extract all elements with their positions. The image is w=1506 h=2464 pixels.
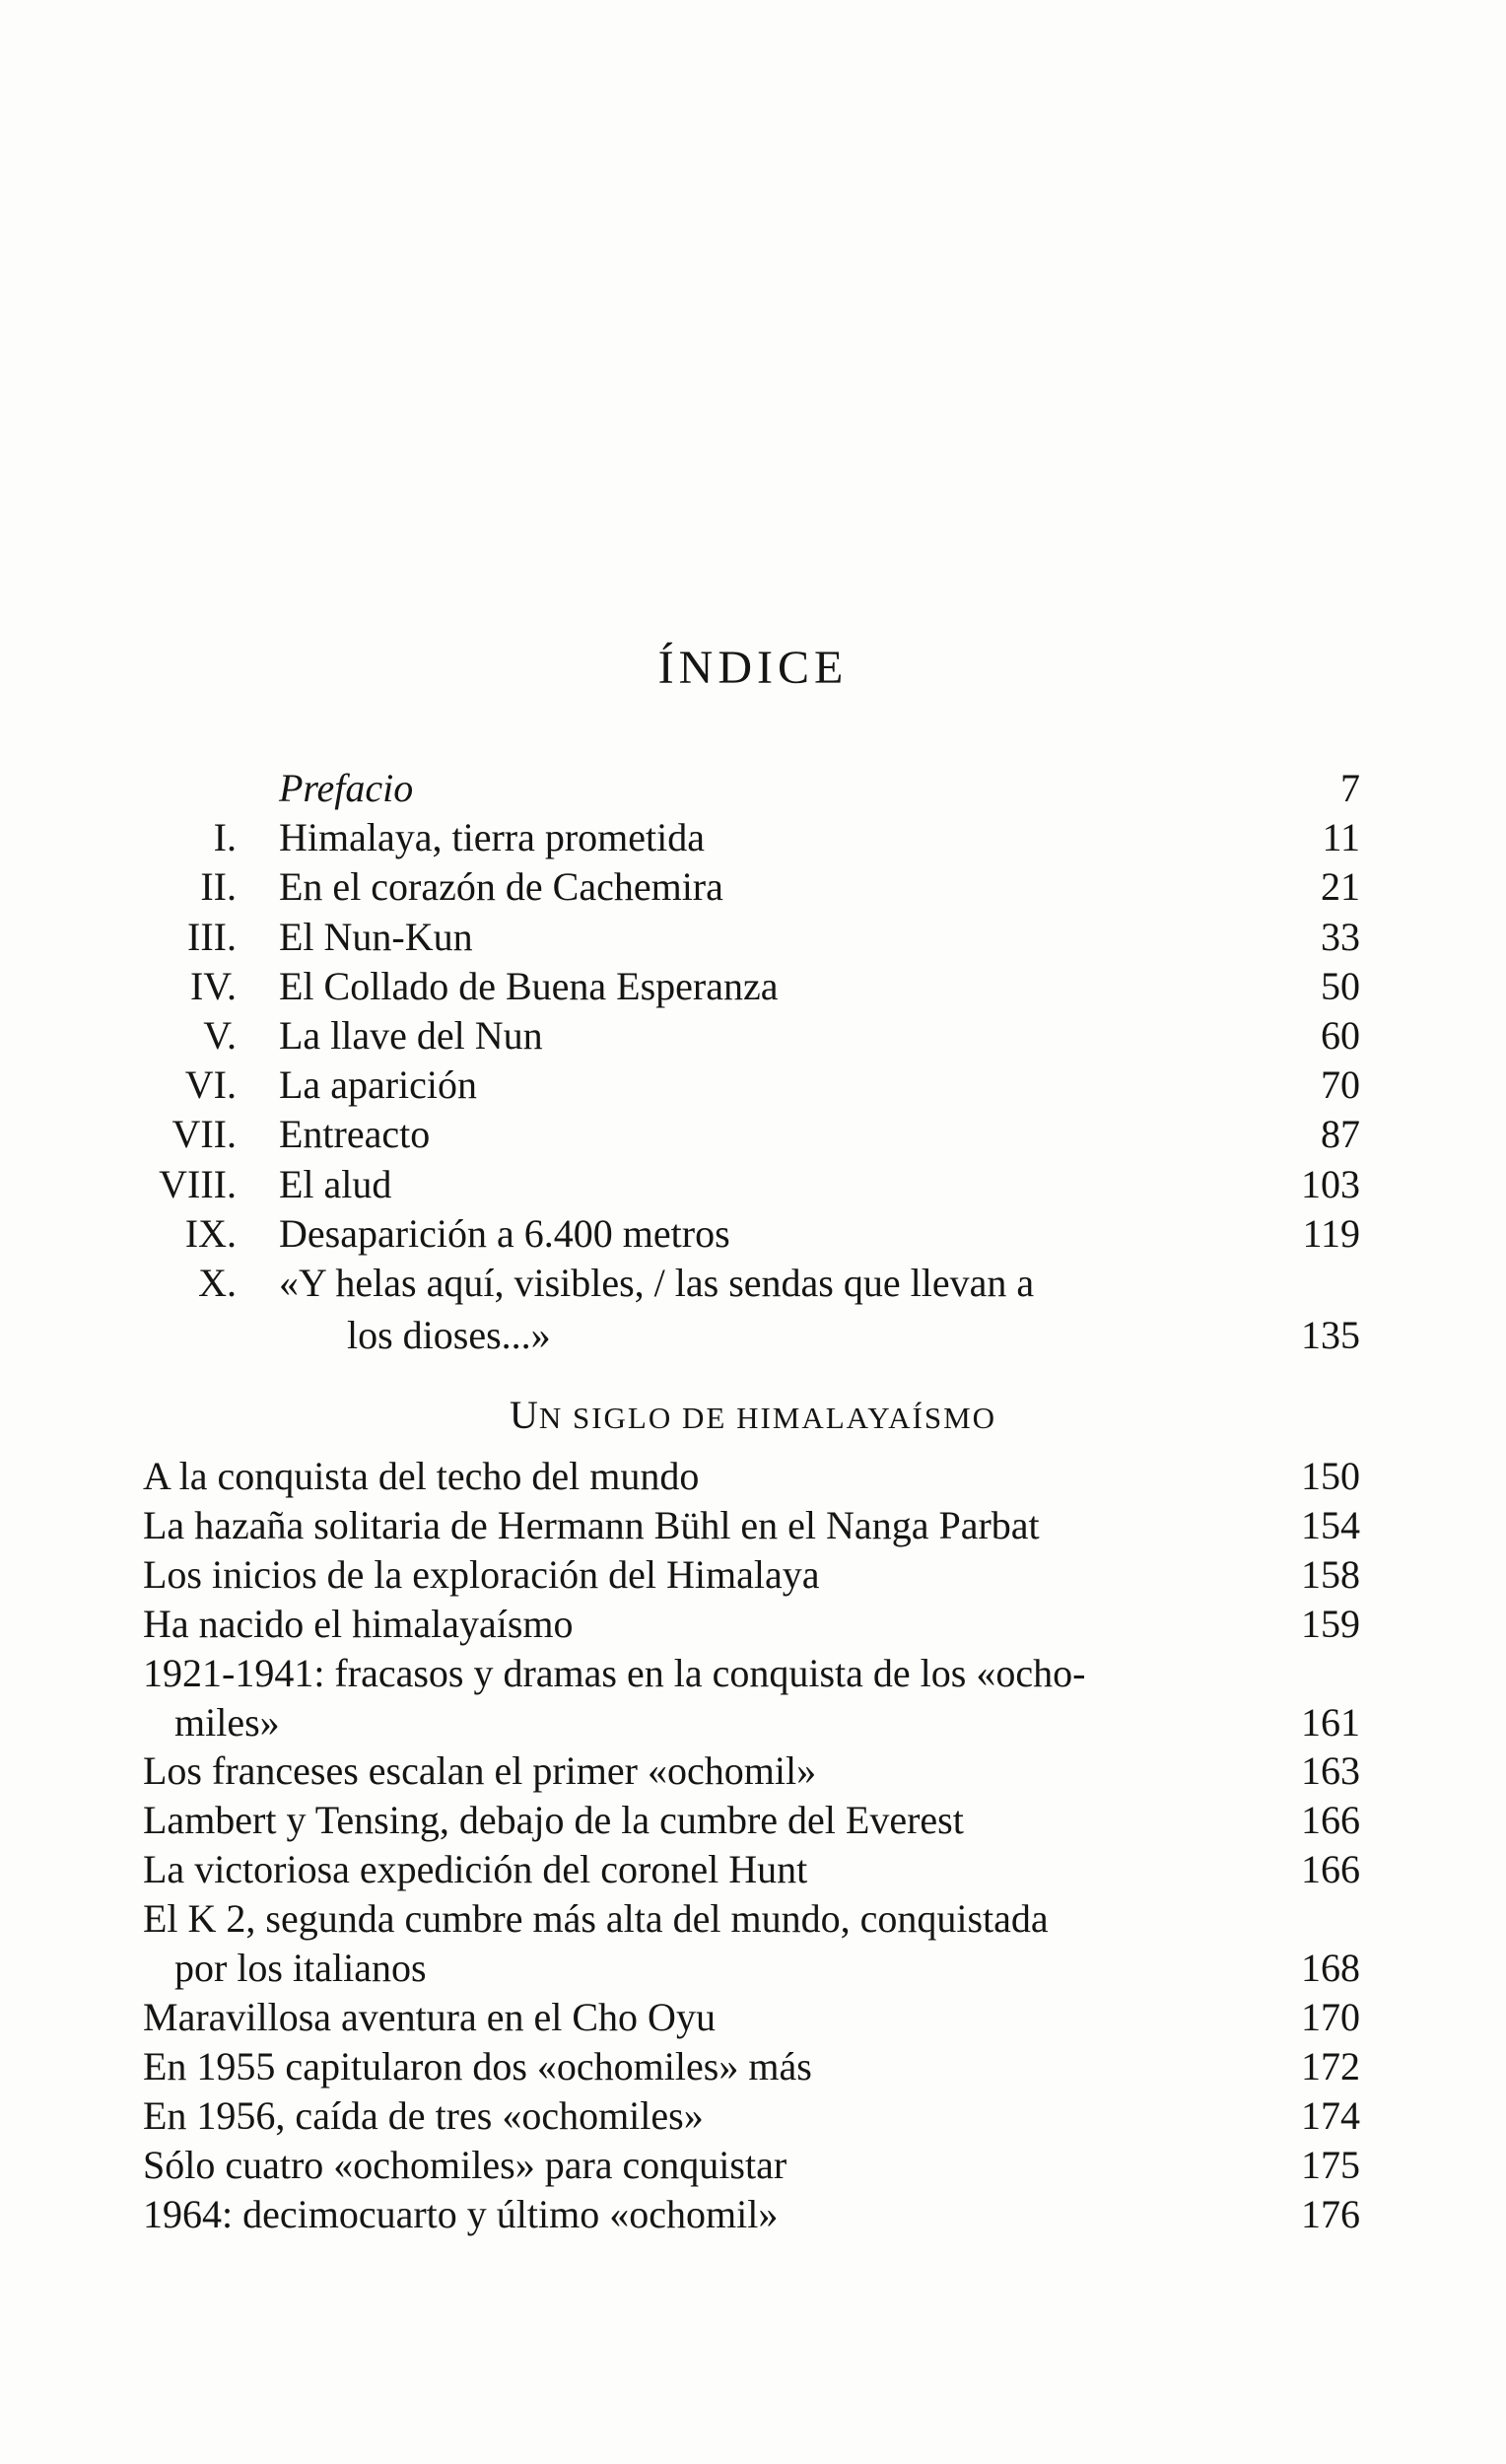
- page-number: 21: [1321, 864, 1360, 910]
- page-number: 172: [1301, 2043, 1360, 2088]
- chapter-number: II.: [200, 864, 237, 910]
- chapter-x-continuation: [347, 1311, 551, 1360]
- page-number: 119: [1302, 1210, 1360, 1256]
- chapter-number: IX.: [184, 1210, 237, 1256]
- chapter-number: VII.: [171, 1112, 237, 1157]
- page-number: 161: [1301, 1699, 1360, 1745]
- chapter-title: Desaparición a 6.400 metros: [279, 1210, 730, 1256]
- page-title: ÍNDICE: [657, 642, 849, 694]
- page-number: 168: [1301, 1946, 1360, 1990]
- chapter-title: La aparición: [279, 1062, 477, 1108]
- entry-title: Los inicios de la exploración del Himalaya: [143, 1551, 820, 1597]
- chapter-number: I.: [213, 815, 237, 860]
- entry-title: Lambert y Tensing, debajo de la cumbre del Everest: [143, 1798, 964, 1843]
- entry-title: por los italianos: [174, 1946, 427, 1990]
- chapter-number: IV.: [189, 963, 237, 1008]
- page-number: 70: [1321, 1062, 1360, 1108]
- page-number: 175: [1301, 2142, 1360, 2187]
- page-number: 135: [1301, 1313, 1360, 1357]
- chapter-title: El Collado de Buena Esperanza: [279, 963, 779, 1008]
- entry-title: 1964: decimocuarto y último «ochomil»: [143, 2191, 779, 2236]
- entry-title: La victoriosa expedición del coronel Hunt: [143, 1847, 808, 1892]
- page-number: 87: [1321, 1112, 1360, 1157]
- page-number: 158: [1301, 1551, 1360, 1597]
- page-number: 170: [1301, 1994, 1360, 2039]
- page-number: 60: [1321, 1013, 1360, 1058]
- page-number: 176: [1301, 2191, 1360, 2236]
- entry-title: 1921-1941: fracasos y dramas en la conquista de los «ocho-: [143, 1650, 1086, 1695]
- entry-title: Los franceses escalan el primer «ochomil»: [143, 1748, 817, 1794]
- entry-title: El K 2, segunda cumbre más alta del mundo, conquistada: [143, 1896, 1049, 1942]
- entry-title: A la conquista del techo del mundo: [143, 1454, 700, 1498]
- section-heading-rest: N SIGLO DE HIMALAYAÍSMO: [538, 1401, 997, 1435]
- page-number: 159: [1301, 1601, 1360, 1646]
- chapter-number: V.: [203, 1013, 237, 1058]
- chapter-number: X.: [198, 1261, 237, 1305]
- page-number: 11: [1322, 815, 1360, 860]
- entry-title: miles»: [174, 1699, 280, 1745]
- page-number: 7: [1340, 766, 1360, 810]
- page-number: 174: [1301, 2092, 1360, 2138]
- page-number: 50: [1321, 963, 1360, 1008]
- page-number: 33: [1321, 914, 1360, 959]
- page-number: 150: [1301, 1454, 1360, 1498]
- page-number: 166: [1301, 1847, 1360, 1892]
- page-number: 166: [1301, 1798, 1360, 1843]
- entry-title: En 1956, caída de tres «ochomiles»: [143, 2092, 704, 2138]
- chapter-title: El Nun-Kun: [279, 914, 473, 959]
- entry-title: Ha nacido el himalayaísmo: [143, 1601, 574, 1646]
- chapter-title: En el corazón de Cachemira: [279, 864, 723, 910]
- chapter-title: Entreacto: [279, 1112, 431, 1157]
- page-number: 154: [1301, 1502, 1360, 1547]
- entry-title: La hazaña solitaria de Hermann Bühl en el Nanga Parbat: [143, 1502, 1040, 1547]
- chapter-title: los dioses...»: [347, 1313, 551, 1357]
- chapter-number: VIII.: [159, 1161, 237, 1206]
- entry-title: Sólo cuatro «ochomiles» para conquistar: [143, 2142, 787, 2187]
- section-heading-initial: U: [509, 1393, 539, 1437]
- page-number: 163: [1301, 1748, 1360, 1794]
- chapter-title: «Y helas aquí, visibles, / las sendas que llevan a: [279, 1261, 1035, 1305]
- chapter-number: VI.: [184, 1062, 237, 1108]
- entry-title: Maravillosa aventura en el Cho Oyu: [143, 1994, 716, 2039]
- chapter-title: Prefacio: [279, 766, 414, 810]
- page-number: 103: [1301, 1161, 1360, 1206]
- entry-title: En 1955 capitularon dos «ochomiles» más: [143, 2043, 812, 2088]
- chapter-page-number: [1242, 1311, 1360, 1360]
- chapter-number: III.: [187, 914, 237, 959]
- section-heading: [0, 1392, 1506, 1438]
- chapter-title: El alud: [279, 1161, 392, 1206]
- chapter-title: La llave del Nun: [279, 1013, 543, 1058]
- chapter-title: Himalaya, tierra prometida: [279, 815, 706, 860]
